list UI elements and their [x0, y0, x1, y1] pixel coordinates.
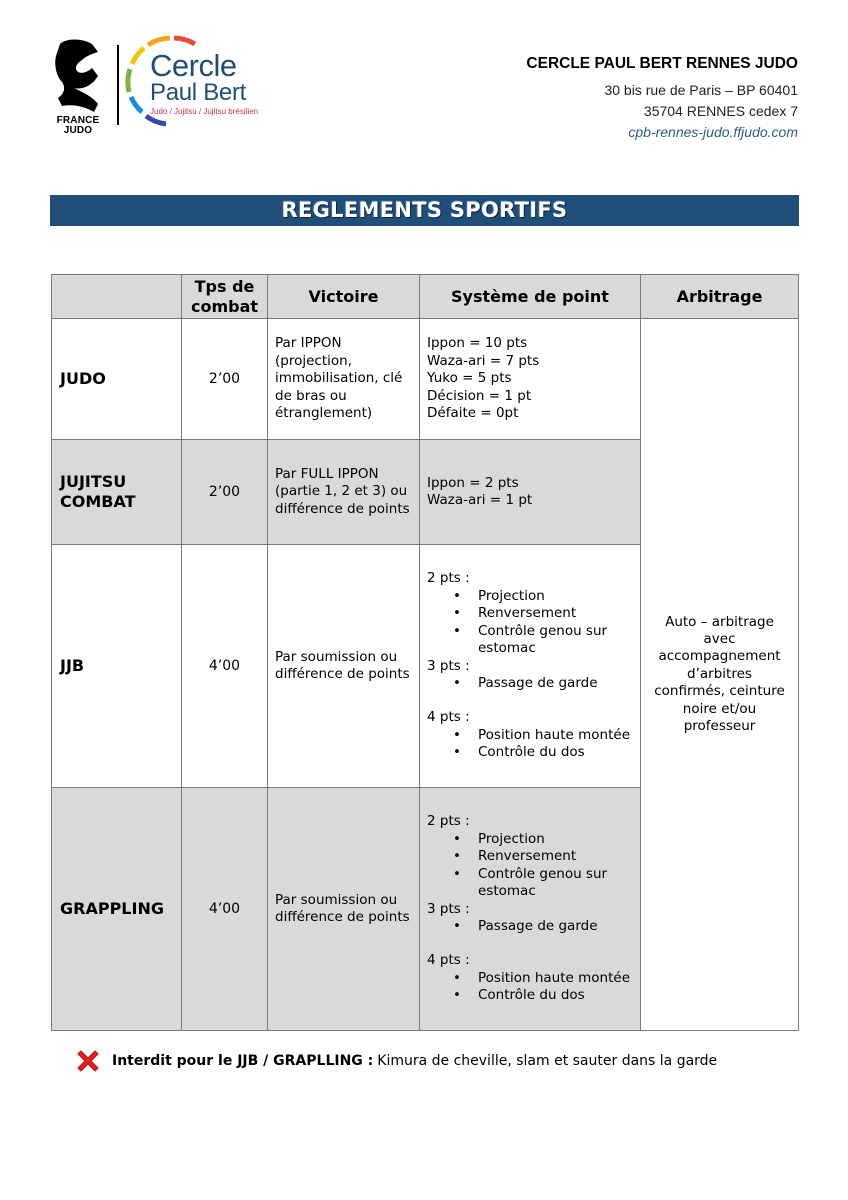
points-line: Waza-ari = 1 pt — [427, 492, 533, 508]
forbidden-note — [74, 1047, 717, 1075]
forbidden-note-text: Kimura de cheville, slam et sauter dans la garde — [377, 1053, 718, 1069]
forbidden-note-label: Interdit pour le JJB / GRAPLLING : — [112, 1053, 374, 1069]
list-item: • Passage de garde — [453, 675, 633, 692]
combat-time: 4’00 — [182, 788, 268, 1031]
points-list — [427, 918, 633, 935]
header-sport — [52, 275, 182, 319]
list-item: • Contrôle genou sur estomac — [453, 623, 633, 658]
points-system — [420, 788, 641, 1031]
list-item: • Projection — [453, 588, 633, 605]
arbitrage-cell: Auto – arbitrage avec accompagnement d’arbitres confirmés, ceinture noire et/ou professeur — [641, 319, 799, 1031]
points-system — [420, 440, 641, 545]
club-address-block — [526, 54, 798, 143]
points-list — [427, 675, 633, 692]
victory-rule: Par IPPON (projection, immobilisation, clé de bras ou étranglement) — [268, 319, 420, 440]
points-list — [427, 727, 633, 762]
cpb-logo-subtitle: Judo / Jujitsu / Jujitsu brésilien — [150, 107, 259, 116]
website-link[interactable]: cpb-rennes-judo.ffjudo.com — [628, 124, 798, 140]
cpb-logo-word2: Paul Bert — [150, 79, 247, 106]
sport-name: JUDO — [52, 319, 182, 440]
france-judo-label: FRANCE JUDO — [56, 115, 100, 136]
list-item: • Renversement — [453, 605, 633, 622]
points-group-label: 2 pts : — [427, 813, 470, 830]
header-arbitrage: Arbitrage — [641, 275, 799, 319]
points-list — [427, 970, 633, 1005]
points-group-label: 2 pts : — [427, 570, 470, 587]
points-line: Décision = 1 pt — [427, 387, 532, 404]
points-line: Ippon = 10 pts — [427, 335, 528, 352]
header-victoire: Victoire — [268, 275, 420, 319]
points-group-label: 3 pts : — [427, 657, 470, 674]
points-list — [427, 831, 633, 901]
list-item: • Projection — [453, 831, 633, 848]
sport-name: GRAPPLING — [52, 788, 182, 1031]
title-band — [50, 195, 799, 226]
address-line-1: 30 bis rue de Paris – BP 60401 — [604, 82, 798, 98]
address-line-2: 35704 RENNES cedex 7 — [643, 103, 798, 119]
combat-time: 2’00 — [182, 319, 268, 440]
list-item: • Contrôle du dos — [453, 987, 633, 1004]
victory-rule: Par soumission ou différence de points — [268, 788, 420, 1031]
table-row-judo — [52, 319, 799, 440]
header-points: Système de point — [420, 275, 641, 319]
points-line: Waza-ari = 7 pts — [427, 352, 540, 369]
points-system — [420, 545, 641, 788]
red-cross-icon — [74, 1047, 102, 1075]
combat-time: 2’00 — [182, 440, 268, 545]
list-item: • Contrôle genou sur estomac — [453, 866, 633, 901]
list-item: • Position haute montée — [453, 727, 633, 744]
list-item: • Passage de garde — [453, 918, 633, 935]
points-list — [427, 588, 633, 658]
club-name: CERCLE PAUL BERT RENNES JUDO — [526, 55, 798, 72]
points-group-label: 4 pts : — [427, 952, 470, 969]
points-line: Ippon = 2 pts — [427, 474, 519, 491]
points-line: Yuko = 5 pts — [427, 370, 512, 387]
combat-time: 4’00 — [182, 545, 268, 788]
list-item: • Renversement — [453, 848, 633, 865]
points-group-label: 4 pts : — [427, 709, 470, 726]
rules-table — [51, 274, 799, 1031]
list-item: • Contrôle du dos — [453, 744, 633, 761]
cpb-logo-word1: Cercle — [150, 48, 237, 83]
victory-rule: Par soumission ou différence de points — [268, 545, 420, 788]
points-system — [420, 319, 641, 440]
list-item: • Position haute montée — [453, 970, 633, 987]
points-group-label: 3 pts : — [427, 900, 470, 917]
victory-rule: Par FULL IPPON (partie 1, 2 et 3) ou différence de points — [268, 440, 420, 545]
sport-name: JUJITSU COMBAT — [52, 440, 182, 545]
header-tps: Tps de combat — [182, 275, 268, 319]
sport-name: JJB — [52, 545, 182, 788]
table-header-row — [52, 275, 799, 319]
page-title: REGLEMENTS SPORTIFS — [281, 198, 568, 222]
points-line: Défaite = 0pt — [427, 405, 519, 422]
logo-divider — [117, 45, 119, 125]
